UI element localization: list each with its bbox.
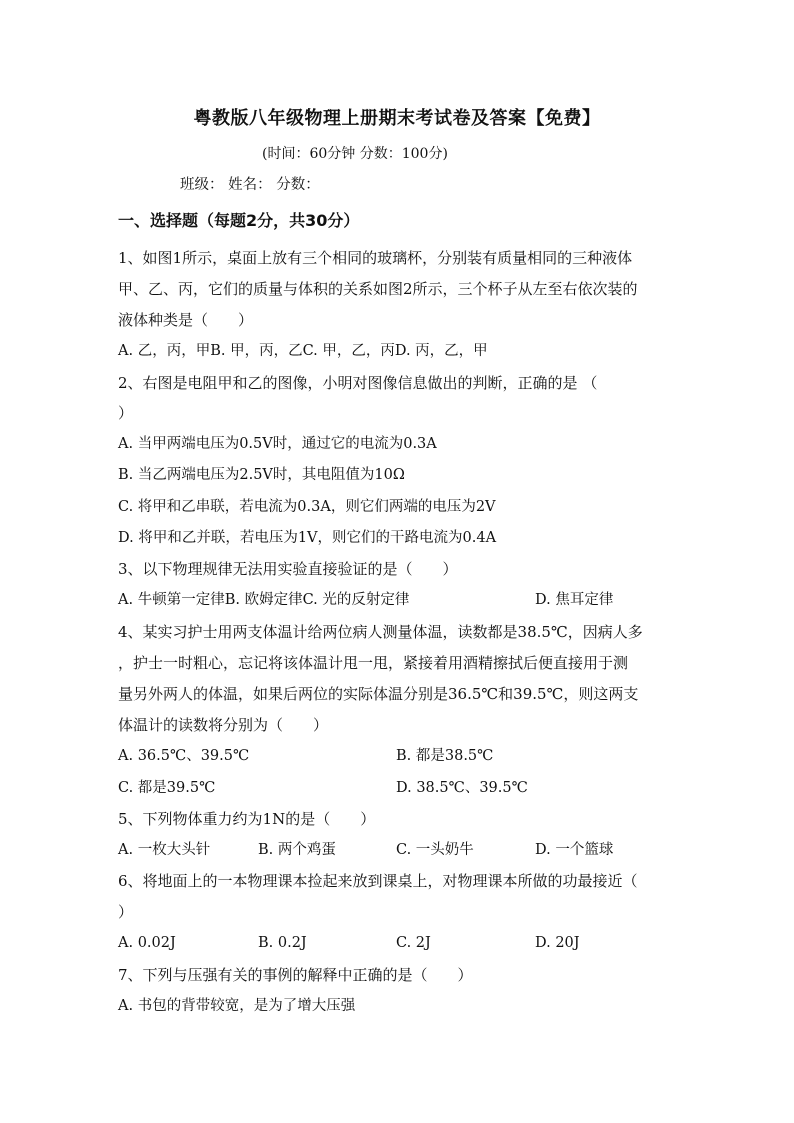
question-4-line-2: ，护士一时粗心，忘记将该体温计甩一甩，紧接着用酒精擦拭后便直接用于测 <box>118 654 629 672</box>
question-3-options-abc: A. 牛顿第一定律B. 欧姆定律C. 光的反射定律 <box>118 592 410 608</box>
question-5-option-c: C. 一头奶牛 <box>396 842 474 858</box>
question-3-option-d: D. 焦耳定律 <box>535 592 614 608</box>
exam-time-score: (时间：60分钟 分数：100分) <box>262 146 448 162</box>
question-1-line-2: 甲、乙、丙，它们的质量与体积的关系如图2所示，三个杯子从左至右依次装的 <box>118 280 638 298</box>
question-4-line-1: 4、某实习护士用两支体温计给两位病人测量体温，读数都是38.5℃，因病人多 <box>118 623 643 641</box>
question-1-line-1: 1、如图1所示，桌面上放有三个相同的玻璃杯，分别装有质量相同的三种液体 <box>118 249 633 267</box>
question-4-line-3: 量另外两人的体温，如果后两位的实际体温分别是36.5℃和39.5℃，则这两支 <box>118 685 639 703</box>
question-4-line-4: 体温计的读数将分别为（ ） <box>118 716 329 734</box>
question-4-option-c: C. 都是39.5℃ <box>118 780 216 796</box>
question-5-line-1: 5、下列物体重力约为1N的是（ ） <box>118 810 376 828</box>
question-2-option-b: B. 当乙两端电压为2.5V时，其电阻值为10Ω <box>118 467 405 483</box>
question-4-option-d: D. 38.5℃、39.5℃ <box>396 780 528 796</box>
question-2-option-d: D. 将甲和乙并联，若电压为1V，则它们的干路电流为0.4A <box>118 530 497 546</box>
question-5-option-d: D. 一个篮球 <box>535 842 614 858</box>
question-6-option-c: C. 2J <box>396 935 431 951</box>
question-4-option-a: A. 36.5℃、39.5℃ <box>118 748 250 764</box>
question-5-option-a: A. 一枚大头针 <box>118 842 211 858</box>
question-6-line-1: 6、将地面上的一本物理课本捡起来放到课桌上，对物理课本所做的功最接近（ <box>118 872 638 890</box>
question-6-option-d: D. 20J <box>535 935 580 951</box>
question-6-line-2: ） <box>118 903 134 921</box>
question-2-line-2: ） <box>118 404 134 422</box>
question-5-option-b: B. 两个鸡蛋 <box>258 842 336 858</box>
question-7-option-a: A. 书包的背带较宽，是为了增大压强 <box>118 998 356 1014</box>
question-2-option-a: A. 当甲两端电压为0.5V时，通过它的电流为0.3A <box>118 436 437 452</box>
question-6-option-b: B. 0.2J <box>258 935 307 951</box>
question-4-option-b: B. 都是38.5℃ <box>396 748 494 764</box>
question-1-options: A. 乙，丙，甲B. 甲，丙，乙C. 甲，乙，丙D. 丙，乙，甲 <box>118 343 488 359</box>
student-info-line: 班级： 姓名： 分数： <box>180 177 320 193</box>
question-6-option-a: A. 0.02J <box>118 935 176 951</box>
question-2-line-1: 2、右图是电阻甲和乙的图像，小明对图像信息做出的判断，正确的是 （ <box>118 374 598 392</box>
question-2-option-c: C. 将甲和乙串联，若电流为0.3A，则它们两端的电压为2V <box>118 499 496 515</box>
section-heading-multiple-choice: 一、选择题（每题2分，共30分） <box>118 211 360 230</box>
question-1-line-3: 液体种类是（ ） <box>118 311 254 329</box>
question-3-line-1: 3、以下物理规律无法用实验直接验证的是（ ） <box>118 560 458 578</box>
question-7-line-1: 7、下列与压强有关的事例的解释中正确的是（ ） <box>118 966 473 984</box>
exam-title: 粤教版八年级物理上册期末考试卷及答案【免费】 <box>193 108 601 129</box>
